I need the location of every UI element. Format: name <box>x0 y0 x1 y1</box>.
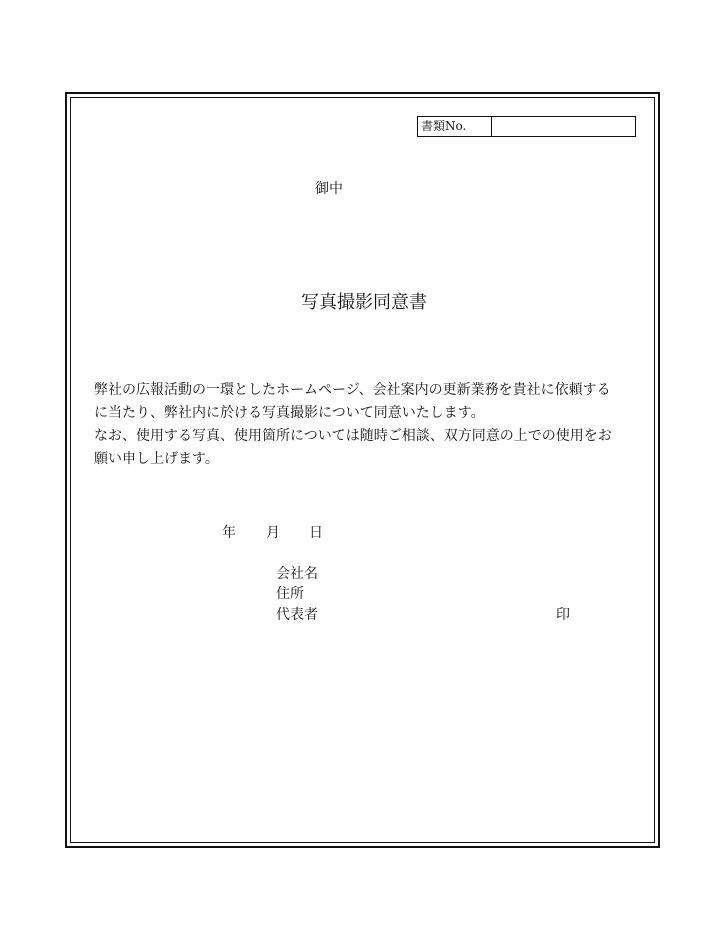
doc-number-field[interactable] <box>492 117 635 136</box>
body-text <box>94 379 639 471</box>
body-line: 弊社の広報活動の一環としたホームページ、会社案内の更新業務を貴社に依頼する <box>94 382 611 398</box>
seal-mark-label: 印 <box>556 607 570 623</box>
date-year-label: 年 <box>222 525 236 541</box>
address-label: 住所 <box>276 586 304 602</box>
body-line: なお、使用する写真、使用箇所については随時ご相談、双方同意の上での使用をお <box>94 428 612 444</box>
doc-number-box <box>417 116 636 137</box>
company-name-label: 会社名 <box>276 566 318 582</box>
body-line: に当たり、弊社内に於ける写真撮影について同意いたします。 <box>94 405 485 421</box>
body-line: 願い申し上げます。 <box>94 451 219 467</box>
representative-label: 代表者 <box>276 607 318 623</box>
addressee-suffix: 御中 <box>315 181 343 197</box>
date-day-label: 日 <box>309 525 323 541</box>
document-title: 写真撮影同意書 <box>301 292 427 313</box>
date-month-label: 月 <box>266 525 280 541</box>
doc-number-label: 書類No. <box>418 117 492 136</box>
